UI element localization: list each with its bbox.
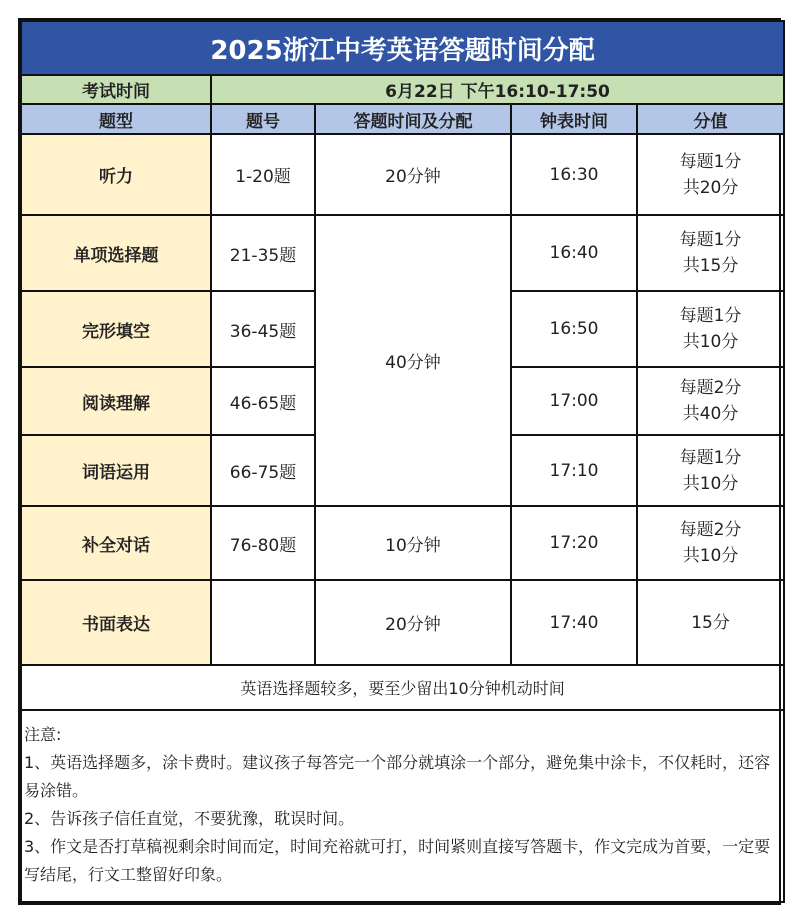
row-clock: 17:00 (511, 367, 637, 435)
row-clock: 17:20 (511, 506, 637, 580)
exam-time-label: 考试时间 (21, 75, 211, 104)
row-duration-merged: 40分钟 (315, 215, 511, 506)
score-per-question: 每题1分 (679, 447, 742, 468)
table-row (21, 506, 784, 580)
exam-time-value: 6月22日 下午16:10-17:50 (211, 75, 784, 104)
score-per-question: 每题2分 (679, 520, 742, 540)
row-duration: 10分钟 (315, 506, 511, 580)
row-clock: 16:40 (511, 215, 637, 291)
table-row (21, 134, 784, 215)
score-total: 共10分 (682, 546, 739, 566)
notes-heading: 注意: (24, 725, 62, 744)
tip-text: 英语选择题较多，要至少留出10分钟机动时间 (21, 665, 784, 710)
row-numbers: 36-45题 (211, 291, 315, 367)
row-score (637, 435, 784, 506)
note-item: 2、告诉孩子信任直觉，不要犹豫，耽误时间。 (24, 809, 355, 828)
row-type: 单项选择题 (21, 215, 211, 291)
row-numbers: 66-75题 (211, 435, 315, 506)
row-clock: 17:40 (511, 580, 637, 665)
row-clock: 17:10 (511, 435, 637, 506)
row-score (637, 506, 784, 580)
score-per-question: 每题1分 (679, 306, 742, 326)
row-numbers: 46-65题 (211, 367, 315, 435)
score-per-question: 每题1分 (679, 230, 742, 250)
row-type: 完形填空 (21, 291, 211, 367)
row-score (637, 580, 784, 665)
score-total: 共10分 (682, 473, 739, 494)
header-type: 题型 (21, 104, 211, 134)
row-clock: 16:50 (511, 291, 637, 367)
score-per-question: 每题1分 (679, 151, 742, 172)
header-score: 分值 (637, 104, 784, 134)
row-numbers: 76-80题 (211, 506, 315, 580)
table-row (21, 580, 784, 665)
row-duration: 20分钟 (315, 134, 511, 215)
notes-section (21, 710, 784, 902)
note-item: 1、英语选择题多，涂卡费时。建议孩子每答完一个部分就填涂一个部分，避免集中涂卡，不仅耗时，还容易涂错。 (24, 753, 771, 800)
score-per-question: 每题2分 (679, 378, 742, 398)
header-duration: 答题时间及分配 (315, 104, 511, 134)
header-numbers: 题号 (211, 104, 315, 134)
row-score (637, 367, 784, 435)
row-type: 书面表达 (21, 580, 211, 665)
row-score (637, 134, 784, 215)
score-total: 15分 (691, 612, 730, 633)
row-duration: 20分钟 (315, 580, 511, 665)
row-score (637, 291, 784, 367)
time-allocation-sheet (18, 18, 781, 905)
row-type: 补全对话 (21, 506, 211, 580)
table-header-row (21, 104, 784, 134)
score-total: 共10分 (682, 332, 739, 352)
row-score (637, 215, 784, 291)
score-total: 共15分 (682, 256, 739, 276)
row-type: 听力 (21, 134, 211, 215)
table-row (21, 215, 784, 291)
score-total: 共40分 (682, 404, 739, 424)
row-type: 词语运用 (21, 435, 211, 506)
score-total: 共20分 (682, 177, 739, 198)
row-numbers: 21-35题 (211, 215, 315, 291)
time-allocation-table (20, 20, 785, 903)
note-item: 3、作文是否打草稿视剩余时间而定，时间充裕就可打，时间紧则直接写答题卡，作文完成为首要，一定要写结尾，行文工整留好印象。 (24, 837, 771, 884)
row-numbers: 1-20题 (211, 134, 315, 215)
page-title: 2025浙江中考英语答题时间分配 (21, 21, 784, 75)
row-numbers (211, 580, 315, 665)
row-type: 阅读理解 (21, 367, 211, 435)
row-clock: 16:30 (511, 134, 637, 215)
header-clock: 钟表时间 (511, 104, 637, 134)
